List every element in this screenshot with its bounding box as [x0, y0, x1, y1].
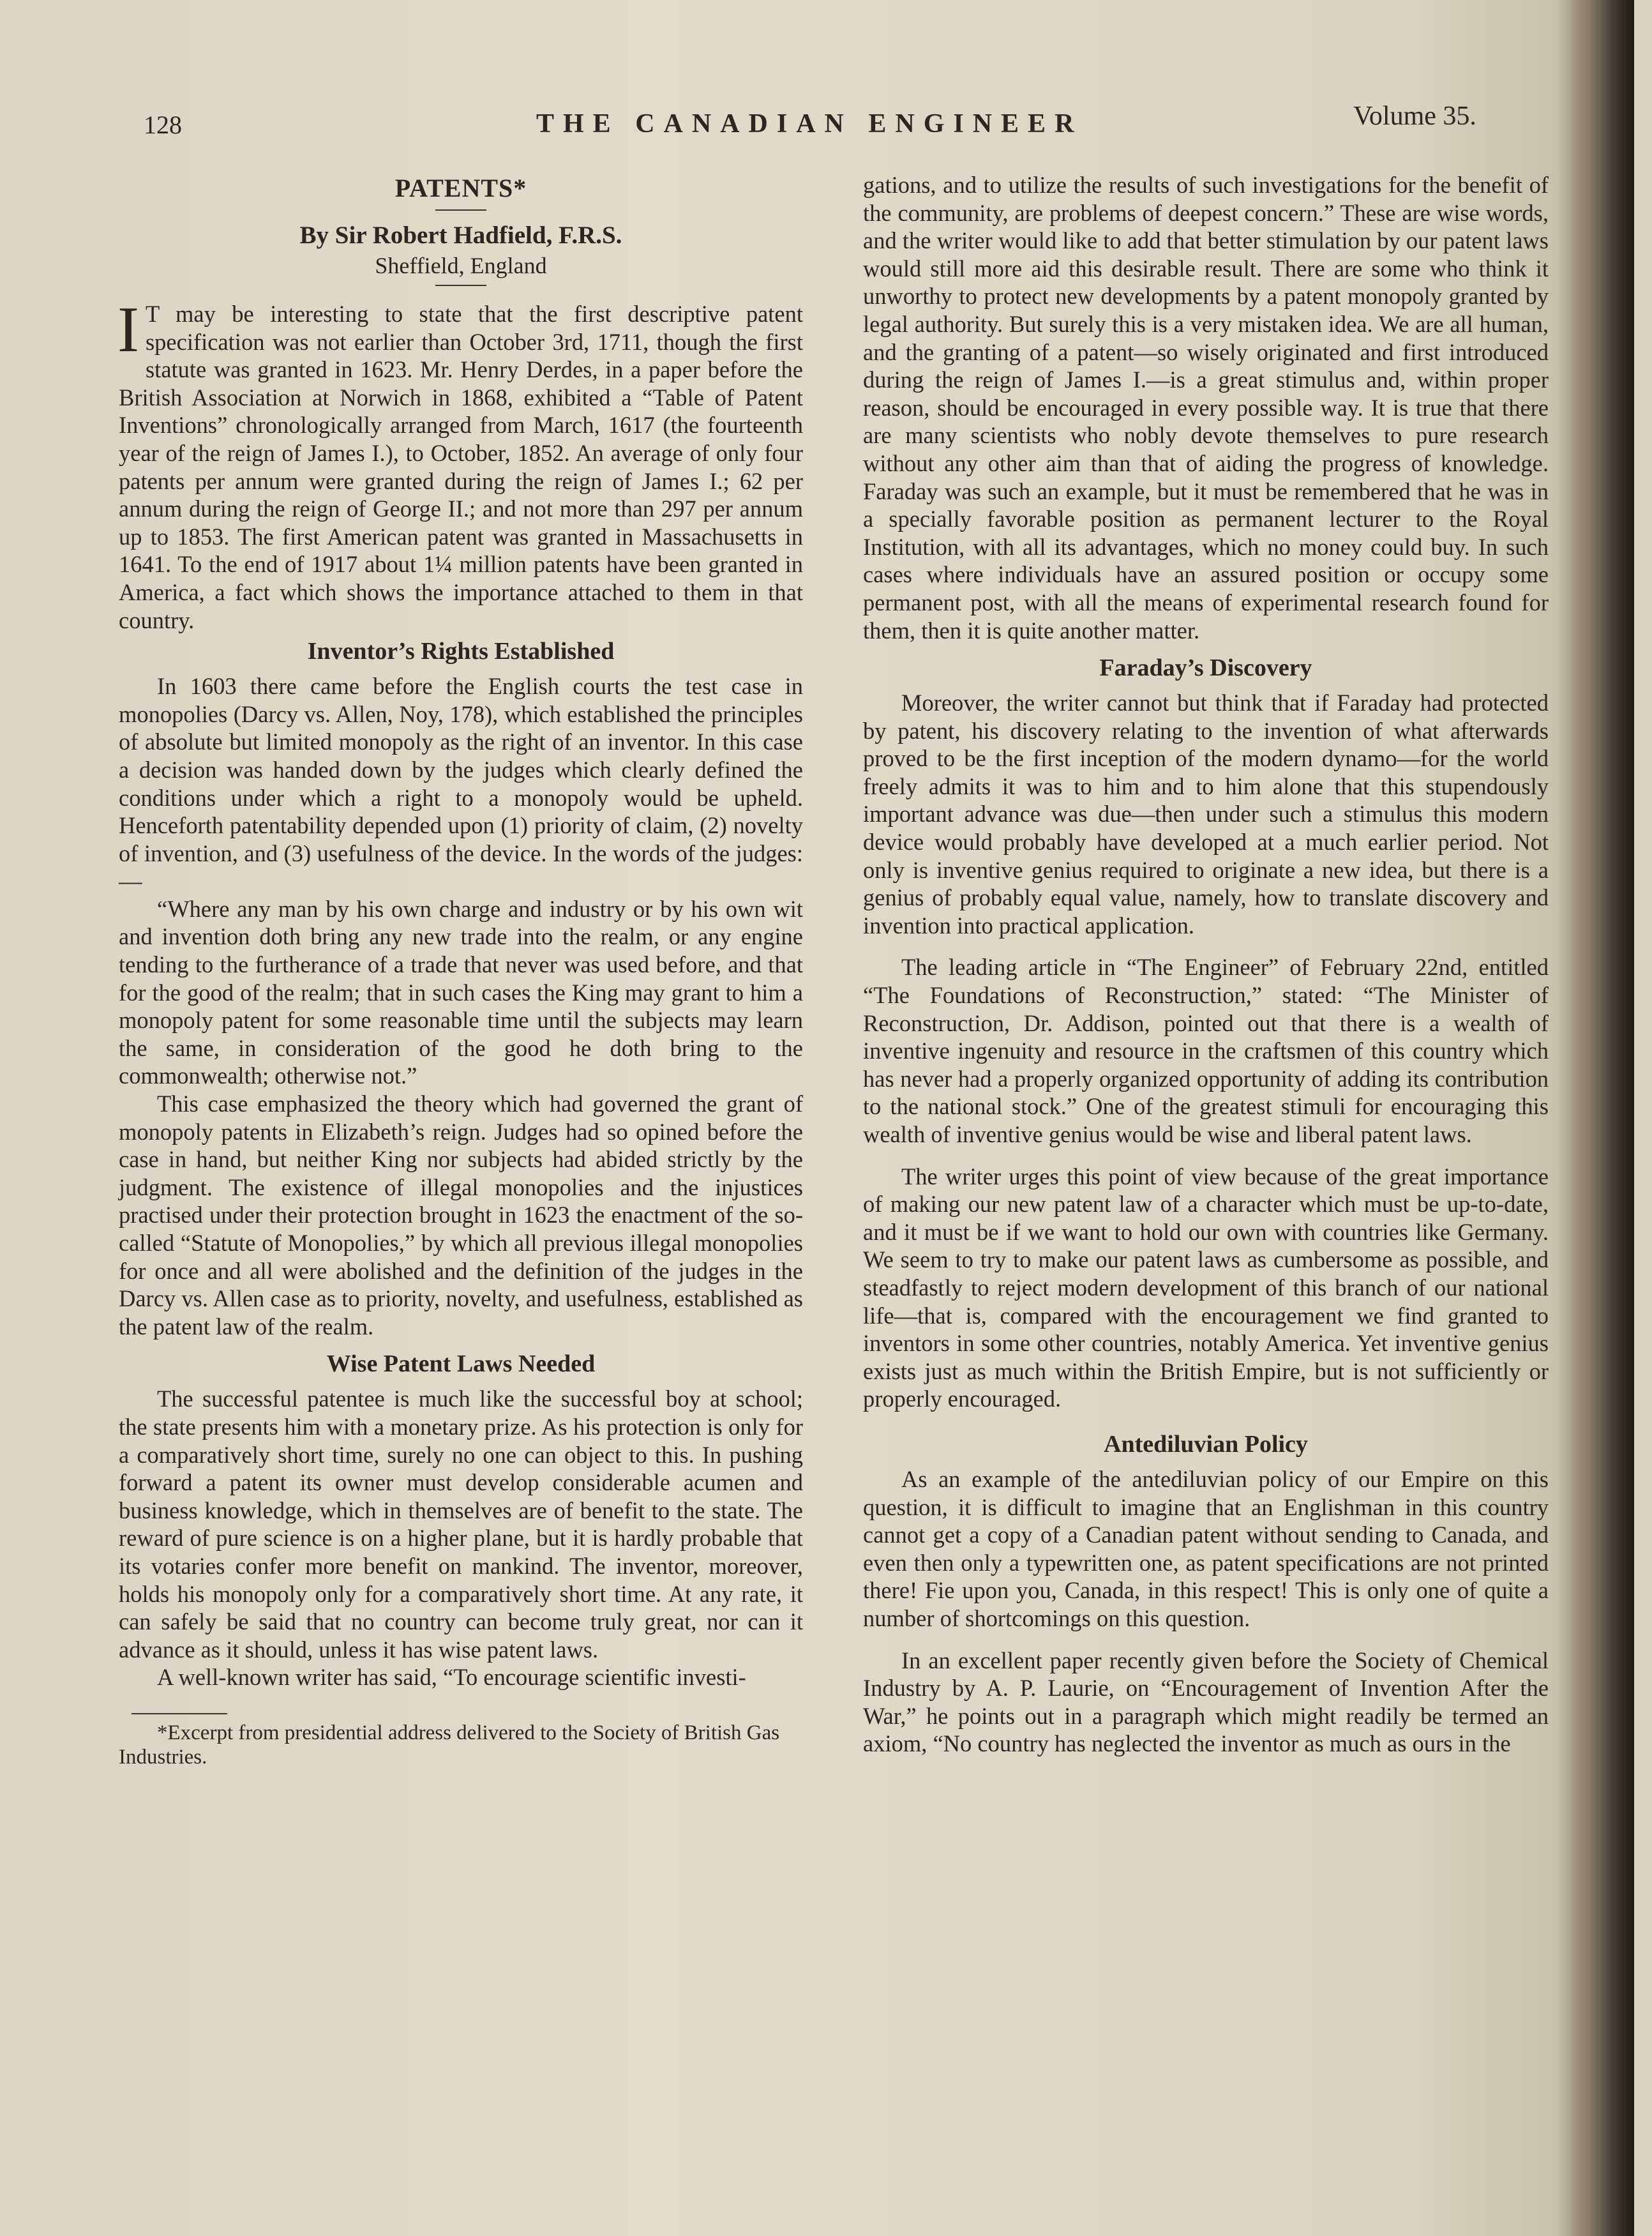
- footnote: [119, 1721, 803, 1769]
- body-paragraph: This case emphasized the theory which had governed the grant of monopoly patents in Elizabeth’s reign. Judges had so opined before the case in hand, but neither King nor subjects had abided strictly by the judgment. The existence of illegal monopolies and the injustices practised under their protection brought in 1623 the enactment of the so-called “Statute of Monopolies,” by which all previous illegal monopolies for once and all were abolished and the definition of the judges in the Darcy vs. Allen case as to priority, novelty, and usefulness, established as the patent law of the realm.: [119, 1091, 803, 1340]
- footnote-text: *Excerpt from presidential address delivered to the Society of British Gas Industries.: [119, 1721, 780, 1769]
- intro-text: T may be interesting to state that the first descriptive patent specification was not earlier than October 3rd, 1711, though the first statute was granted in 1623. Mr. Henry Derdes, in a paper before the British Association at Norwich in 1868, exhibited a “Table of Patent Inventions” chronologically arranged from March, 1617 (the fourteenth year of the reign of James I.), to October, 1852. An average of only four patents per annum were granted during the reign of James I.; 62 per annum during the reign of George II.; and not more than 297 per annum up to 1853. The first American patent was granted in Massachusetts in 1641. To the end of 1917 about 1¼ million patents have been granted in America, a fact which shows the importance attached to them in that country.: [119, 301, 803, 633]
- body-paragraph: As an example of the antediluvian policy of our Empire on this question, it is difficult to imagine that an Englishman in this country cannot get a copy of a Canadian patent without sending to Canada, and even then only a typewritten one, as patent specifications are not printed there! Fie upon you, Canada, in this respect! This is only one of quite a number of shortcomings on this question.: [863, 1465, 1549, 1631]
- section-heading-faradays-discovery: Faraday’s Discovery: [1099, 654, 1312, 682]
- body-paragraph: The successful patentee is much like the successful boy at school; the state presents him with a monetary prize. As his protection is only for a comparatively short time, surely no one can object to this. In pushing forward a patent its owner must develop considerable acumen and business knowledge, which in themselves are of benefit to the state. The reward of pure science is on a higher plane, but it is hardly probable that its votaries confer more benefit on mankind. The inventor, moreover, holds his monopoly only for a comparatively short time. At any rate, it can safely be said that no country can become truly great, nor can it advance as it should, unless it has wise patent laws.: [119, 1386, 803, 1663]
- body-paragraph-continued: [119, 1663, 803, 1691]
- section-heading-antediluvian-policy: Antediluvian Policy: [1104, 1430, 1308, 1458]
- book-spine-shadow: [1558, 0, 1634, 2236]
- body-paragraph-continuation: [863, 171, 1549, 644]
- paragraph-part-a: A well-known writer has said, “To encourage scientific investi-: [157, 1664, 746, 1691]
- journal-title: THE CANADIAN ENGINEER: [536, 109, 1083, 139]
- section-heading-wise-patent-laws: Wise Patent Laws Needed: [326, 1350, 596, 1378]
- section-heading-inventors-rights: Inventor’s Rights Established: [307, 638, 615, 665]
- intro-paragraph: [117, 294, 803, 634]
- title-rule: [435, 209, 486, 211]
- body-paragraph: Moreover, the writer cannot but think that if Faraday had protected by patent, his discovery relating to the invention of what afterwards proved to be the first inception of the modern dynamo—for the world freely admits it was to him and to him alone that this stupendously important advance was due—then under such a stimulus this modern device would probably have developed at a much earlier period. Not only is inventive genius required to originate a new idea, but there is a genius of probably equal value, namely, how to translate discovery and invention into practical application.: [863, 690, 1549, 939]
- article-title: PATENTS*: [394, 174, 527, 202]
- article-author: By Sir Robert Hadfield, F.R.S.: [299, 222, 622, 249]
- paragraph-part-b: gations, and to utilize the results of such investigations for the benefit of the community, are problems of deepest concern.” These are wise words, and the writer would like to add that better stimulation by our patent laws would still more aid this desirable result. There are some who think it unworthy to protect new developments by a patent monopoly granted by legal authority. But surely this is a very mistaken idea. We are all human, and the granting of a patent—so wisely originated and first introduced during the reign of James I.—is a great stimulus and, within proper reason, should be encouraged in every possible way. It is true that there are many scientists who nobly devote themselves to pure research without any other aim than that of aiding the progress of knowledge. Faraday was such an example, but it must be remembered that he was in a specially favorable position as permanent lecturer to the Royal Institution, with all its advantages, which no money could buy. In such cases where individuals have an assured position or occupy some permanent post, with all the means of experimental research found for them, then it is quite another matter.: [863, 172, 1549, 644]
- body-paragraph: The leading article in “The Engineer” of February 22nd, entitled “The Foundations of Reconstruction,” stated: “The Minister of Reconstruction, Dr. Addison, pointed out that there is a wealth of inventive ingenuity and resource in the craftsmen of this country which has never had a properly organized opportunity of adding its contribution to the national stock.” One of the greatest stimuli for encouraging this wealth of inventive genius would be wise and liberal patent laws.: [863, 954, 1549, 1147]
- body-paragraph: The writer urges this point of view because of the great importance of making our new patent law of a character which must be up-to-date, and it must be if we want to hold our own with countries like Germany. We seem to try to make our patent laws as cumbersome as possible, and steadfastly to reject modern development of this branch of our national life—that is, compared with the encouragement we find granted to inventors in some other countries, notably America. Yet inventive genius exists just as much within the British Empire, but is not sufficiently or properly encouraged.: [863, 1163, 1549, 1412]
- footnote-rule: [131, 1713, 227, 1714]
- author-affiliation: Sheffield, England: [375, 253, 547, 278]
- left-column: [119, 172, 803, 1769]
- drop-cap: I: [117, 294, 139, 366]
- body-paragraph: In an excellent paper recently given before the Society of Chemical Industry by A. P. Laurie, on “Encouragement of Invention After the War,” he points out in a paragraph which might readily be termed an axiom, “No country has neglected the inventor as much as ours in the: [863, 1647, 1549, 1757]
- volume-label: Volume 35.: [1353, 102, 1476, 131]
- right-column: [863, 171, 1549, 1758]
- byline-rule: [435, 285, 486, 286]
- page-number: 128: [144, 110, 182, 139]
- body-paragraph: In 1603 there came before the English courts the test case in monopolies (Darcy vs. Allen, Noy, 178), which established the principles of absolute but limited monopoly as the right of an inventor. In this case a decision was handed down by the judges which clearly defined the conditions under which a right to a monopoly would be upheld. Henceforth patentability depended upon (1) priority of claim, (2) novelty of invention, and (3) usefulness of the device. In the words of the judges:—: [119, 673, 803, 895]
- judges-quote: “Where any man by his own charge and industry or by his own wit and invention doth bring any new trade into the realm, or any engine tending to the furtherance of a trade that never was used before, and that for the good of the realm; that in such cases the King may grant to him a monopoly patent for some reasonable time until the subjects may learn the same, in consideration of the good he doth bring to the commonwealth; otherwise not.”: [119, 895, 803, 1089]
